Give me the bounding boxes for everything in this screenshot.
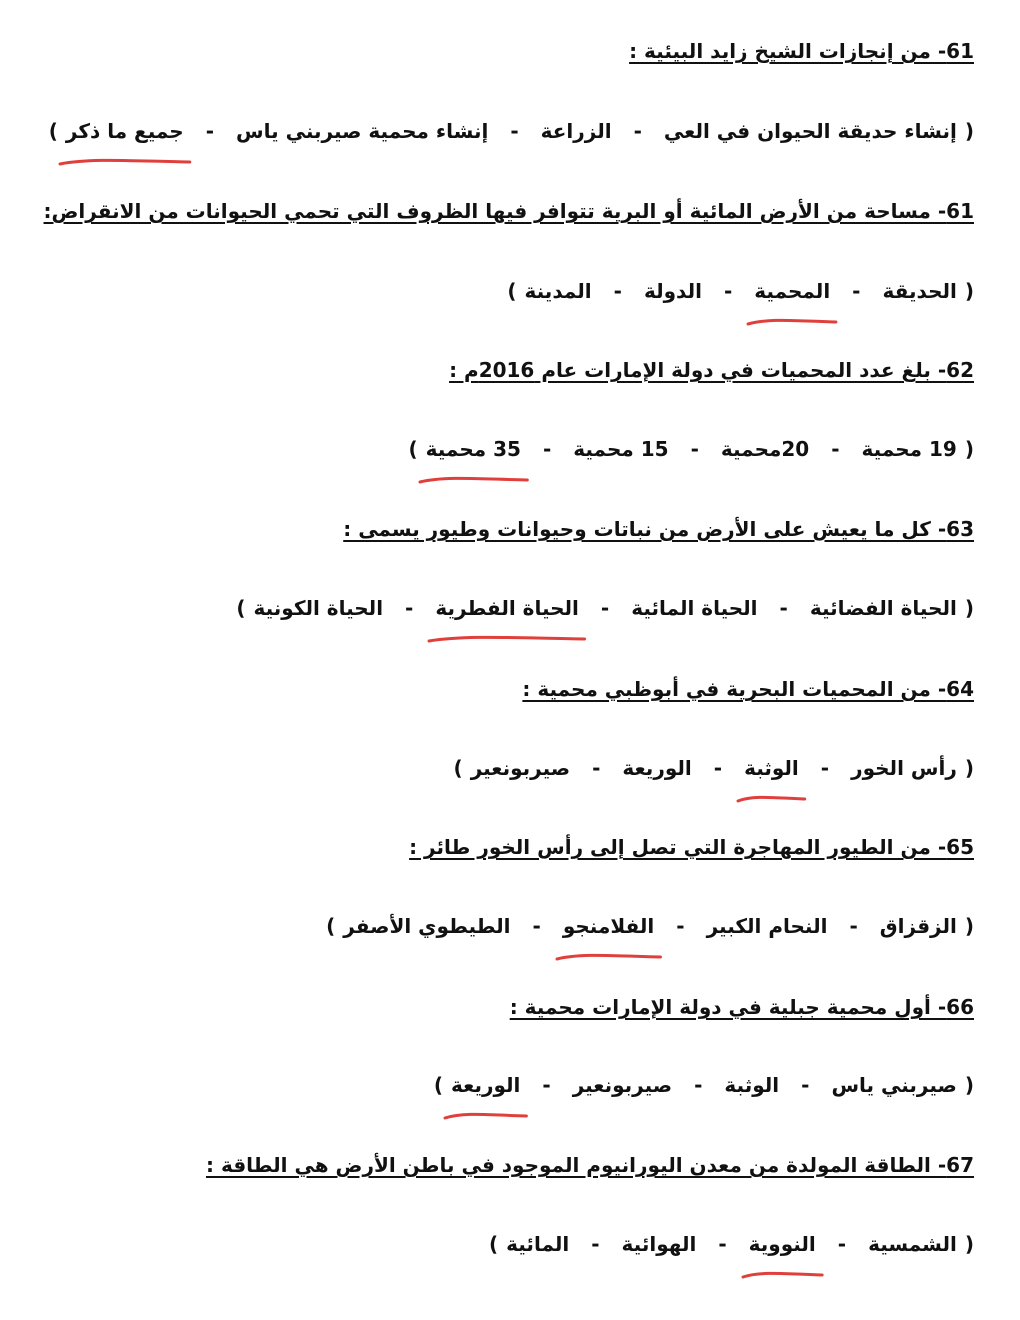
open-paren: ( <box>964 279 974 303</box>
separator: - <box>718 1232 727 1256</box>
separator: - <box>852 279 861 303</box>
option[interactable]: الحياة الكونية <box>253 596 384 620</box>
option[interactable]: المائية <box>506 1232 570 1256</box>
separator: - <box>542 437 552 461</box>
separator: - <box>837 1232 847 1256</box>
option[interactable]: 20محمية <box>720 437 810 461</box>
separator: - <box>613 279 622 303</box>
options-row <box>236 594 974 622</box>
answer-underline-mark <box>58 157 192 167</box>
options-row <box>49 117 974 145</box>
option[interactable]: الحياة الفضائية <box>809 596 957 620</box>
open-paren: ( <box>964 437 974 461</box>
answer-underline-stroke <box>557 955 660 959</box>
answer-underline-stroke <box>743 1273 822 1277</box>
options-row <box>454 754 974 782</box>
options-row <box>409 435 975 463</box>
question-title: 61- من إنجازات الشيخ زايد البيئية : <box>629 39 974 63</box>
separator: - <box>694 1073 703 1097</box>
options-row <box>326 912 974 940</box>
separator: - <box>690 437 699 461</box>
option[interactable]: الوريعة <box>451 1073 521 1097</box>
question-title: 63- كل ما يعيش على الأرض من نباتات وحيوانات وطيور يسمى : <box>343 517 974 541</box>
separator: - <box>676 914 685 938</box>
answer-underline-stroke <box>738 797 805 801</box>
answer-underline-mark <box>736 794 807 804</box>
question-title: 62- بلغ عدد المحميات في دولة الإمارات عام 2016م : <box>449 358 974 382</box>
option[interactable]: 19 محمية <box>861 437 957 461</box>
separator: - <box>849 914 858 938</box>
separator: - <box>633 119 642 143</box>
options-row <box>489 1230 974 1258</box>
option[interactable]: الفلامنجو <box>562 914 655 938</box>
close-paren: ) <box>433 1073 444 1097</box>
separator: - <box>205 119 215 143</box>
question-title: 64- من المحميات البحرية في أبوظبي محمية : <box>522 677 974 701</box>
option[interactable]: صيربونعير <box>470 756 571 780</box>
option[interactable]: الوريعة <box>622 756 692 780</box>
open-paren: ( <box>964 756 974 780</box>
close-paren: ) <box>48 119 58 143</box>
answer-underline-mark <box>443 1111 528 1121</box>
close-paren: ) <box>507 279 517 303</box>
options-row <box>434 1071 974 1099</box>
option[interactable]: الوثبة <box>744 756 799 780</box>
separator: - <box>592 756 601 780</box>
answer-underline-mark <box>418 475 529 485</box>
open-paren: ( <box>964 596 974 620</box>
option[interactable]: الهوائية <box>621 1232 697 1256</box>
option[interactable]: صيربونعير <box>572 1073 673 1097</box>
separator: - <box>723 279 733 303</box>
answer-underline-stroke <box>748 320 836 324</box>
option[interactable]: صيربني ياس <box>831 1073 957 1097</box>
question-title: 67- الطاقة المولدة من معدن اليورانيوم الموجود في باطن الأرض هي الطاقة : <box>205 1153 974 1177</box>
close-paren: ) <box>326 914 336 938</box>
answer-underline-stroke <box>420 478 527 482</box>
options-row <box>507 277 974 305</box>
option[interactable]: الزقزاق <box>879 914 957 938</box>
separator: - <box>820 756 830 780</box>
option[interactable]: رأس الخور <box>851 756 957 780</box>
answer-underline-mark <box>746 317 838 327</box>
answer-underline-mark <box>555 952 662 962</box>
option[interactable]: الحياة المائية <box>631 596 758 620</box>
answer-underline-stroke <box>445 1114 526 1118</box>
option[interactable]: الحديقة <box>882 279 957 303</box>
question-title: 65- من الطيور المهاجرة التي تصل إلى رأس الخور طائر : <box>409 835 974 859</box>
option[interactable]: إنشاء حديقة الحيوان في العي <box>663 119 957 143</box>
option[interactable]: الدولة <box>643 279 702 303</box>
option[interactable]: 35 محمية <box>425 437 521 461</box>
separator: - <box>801 1073 810 1097</box>
separator: - <box>600 596 610 620</box>
question-title: 66- أول محمية جبلية في دولة الإمارات محمية : <box>509 995 974 1019</box>
answer-underline-stroke <box>60 160 190 164</box>
option[interactable]: النووية <box>748 1232 816 1256</box>
option[interactable]: النحام الكبير <box>706 914 828 938</box>
separator: - <box>779 596 788 620</box>
answer-underline-mark <box>741 1270 824 1280</box>
option[interactable]: 15 محمية <box>573 437 669 461</box>
open-paren: ( <box>964 119 974 143</box>
separator: - <box>591 1232 600 1256</box>
close-paren: ) <box>453 756 463 780</box>
separator: - <box>532 914 541 938</box>
option[interactable]: المدينة <box>524 279 592 303</box>
separator: - <box>405 596 414 620</box>
close-paren: ) <box>236 596 246 620</box>
open-paren: ( <box>964 914 974 938</box>
option[interactable]: الحياة الفطرية <box>435 596 579 620</box>
option[interactable]: الوثبة <box>724 1073 780 1097</box>
separator: - <box>713 756 723 780</box>
option[interactable]: الشمسية <box>868 1232 957 1256</box>
close-paren: ) <box>489 1232 499 1256</box>
option[interactable]: إنشاء محمية صيربني ياس <box>236 119 489 143</box>
answer-underline-mark <box>427 634 587 644</box>
open-paren: ( <box>964 1073 974 1097</box>
separator: - <box>831 437 840 461</box>
separator: - <box>510 119 519 143</box>
option[interactable]: المحمية <box>754 279 831 303</box>
option[interactable]: الطيطوي الأصفر <box>343 914 511 938</box>
question-title: 61- مساحة من الأرض المائية أو البرية تتوافر فيها الظروف التي تحمي الحيوانات من الانقراض: <box>43 199 974 223</box>
answer-underline-stroke <box>429 637 585 641</box>
option[interactable]: الزراعة <box>540 119 612 143</box>
separator: - <box>542 1073 551 1097</box>
open-paren: ( <box>964 1232 974 1256</box>
close-paren: ) <box>408 437 418 461</box>
option[interactable]: جميع ما ذكر <box>65 119 184 143</box>
